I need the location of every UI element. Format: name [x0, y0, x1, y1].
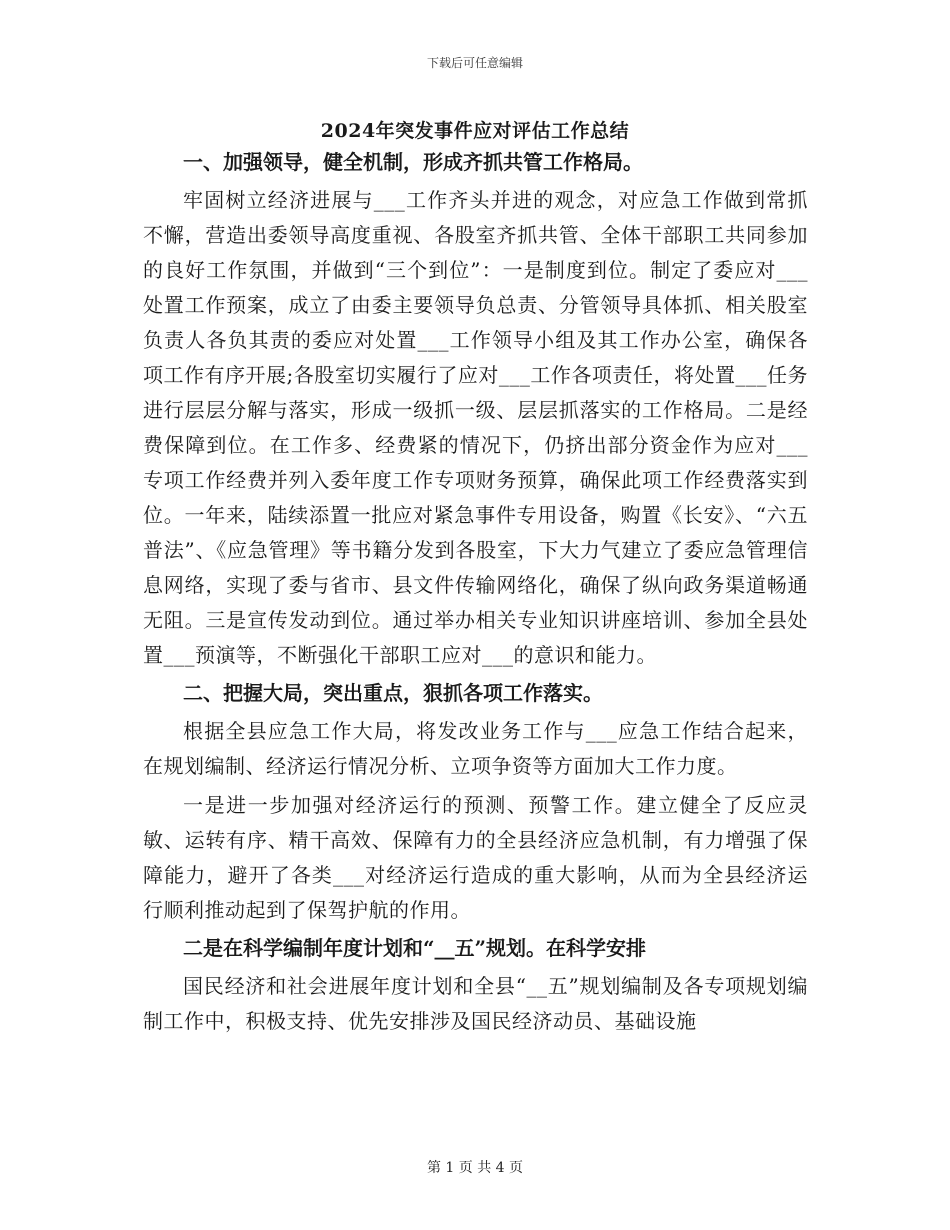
section-heading-1: 一、加强领导，健全机制，形成齐抓共管工作格局。 — [183, 150, 643, 174]
paragraph-1: 牢固树立经济进展与___工作齐头并进的观念，对应急工作做到常抓不懈，营造出委领导高度重视、各股室齐抓共管、全体干部职工共同参加的良好工作氛围，并做到“三个到位”：一是制度到位。制定了委应对___处置工作预案，成立了由委主要领导负总责、分管领导具体抓、相关股室负责人各负其责的委应对处置___工作领导小组及其工作办公室，确保各项工作有序开展;各股室切实履行了应对___工作各项责任，将处置___任务进行层层分解与落实，形成一级抓一级、层层抓落实的工作格局。二是经费保障到位。在工作多、经费紧的情况下，仍挤出部分资金作为应对___专项工作经费并列入委年度工作专项财务预算，确保此项工作经费落实到位。一年来，陆续添置一批应对紧急事件专用设备，购置《长安》、“六五普法”、《应急管理》等书籍分发到各股室，下大力气建立了委应急管理信息网络，实现了委与省市、县文件传输网络化，确保了纵向政务渠道畅通无阻。三是宣传发动到位。通过举办相关专业知识讲座培训、参加全县处置___预演等，不断强化干部职工应对___的意识和能力。 — [143, 188, 808, 667]
section-heading-3: 二是在科学编制年度计划和“__五”规划。在科学安排 — [183, 936, 647, 960]
section-heading-2: 二、把握大局，突出重点，狠抓各项工作落实。 — [183, 681, 603, 705]
document-title: 2024年突发事件应对评估工作总结 — [320, 120, 630, 142]
document-body — [143, 146, 808, 1039]
paragraph-3: 一是进一步加强对经济运行的预测、预警工作。建立健全了反应灵敏、运转有序、精干高效、保障有力的全县经济应急机制，有力增强了保障能力，避开了各类___对经济运行造成的重大影响，从而为全县经济运行顺利推动起到了保驾护航的作用。 — [143, 793, 808, 922]
paragraph-4: 国民经济和社会进展年度计划和全县“__五”规划编制及各专项规划编制工作中，积极支持、优先安排涉及国民经济动员、基础设施 — [143, 974, 808, 1033]
paragraph-2: 根据全县应急工作大局，将发改业务工作与___应急工作结合起来，在规划编制、经济运行情况分析、立项争资等方面加大工作力度。 — [143, 719, 808, 778]
header-note: 下载后可任意编辑 — [426, 56, 523, 70]
page-footer: 第 1 页 共 4 页 — [426, 1160, 524, 1176]
